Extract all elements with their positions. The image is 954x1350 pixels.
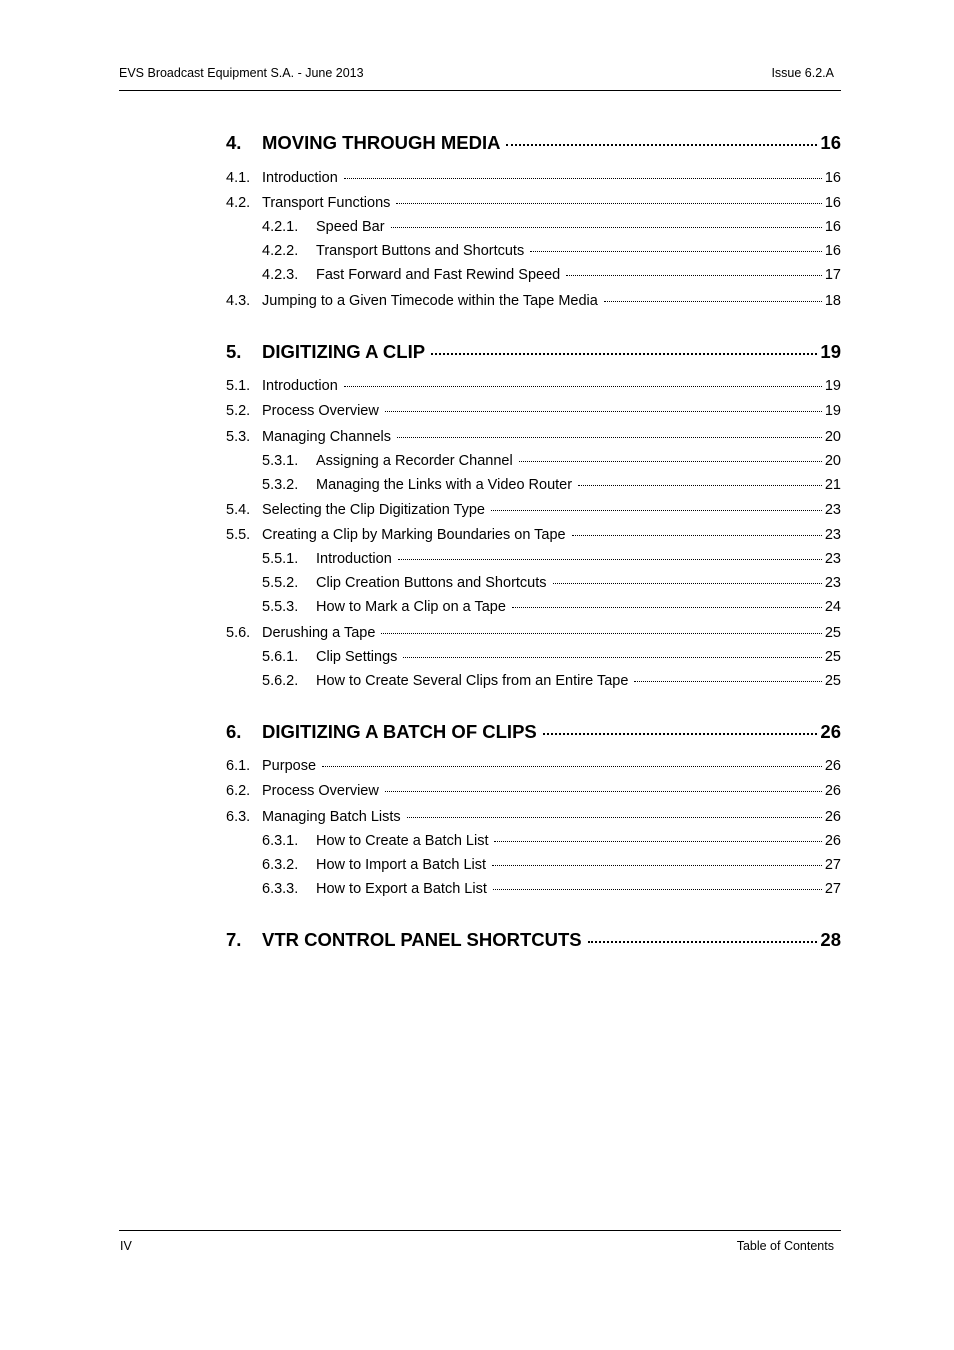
toc-section-entry[interactable] (226, 809, 841, 825)
toc-entry-title: Purpose (262, 758, 317, 774)
toc-section-entry[interactable] (226, 502, 841, 518)
toc-entry-page: 26 (820, 721, 841, 742)
toc-dot-leader (588, 941, 818, 943)
toc-entry-title: Speed Bar (316, 219, 385, 235)
toc-dot-leader (578, 485, 822, 486)
toc-entry-page: 16 (820, 132, 841, 153)
toc-entry-number: 4. (226, 132, 242, 153)
toc-entry-page: 26 (824, 783, 841, 799)
toc-dot-leader (385, 791, 822, 792)
toc-dot-leader (403, 657, 821, 658)
toc-entry-title: Managing Channels (262, 429, 391, 445)
toc-entry-title: MOVING THROUGH MEDIA (262, 132, 501, 153)
toc-section-entry[interactable] (226, 758, 841, 774)
toc-entry-title: Clip Settings (316, 649, 398, 665)
toc-dot-leader (391, 227, 822, 228)
toc-entry-title: How to Create Several Clips from an Entire Tape (316, 673, 629, 689)
toc-entry-page: 19 (820, 341, 841, 362)
toc-entry-title: DIGITIZING A CLIP (262, 341, 426, 362)
toc-section-entry[interactable] (226, 429, 841, 445)
toc-subsection-entry[interactable] (226, 477, 841, 493)
toc-entry-page: 25 (824, 649, 841, 665)
toc-subsection-entry[interactable] (226, 833, 841, 849)
toc-entry-title: Transport Functions (262, 195, 391, 211)
toc-entry-page: 26 (824, 758, 841, 774)
toc-subsection-entry[interactable] (226, 649, 841, 665)
toc-entry-page: 18 (824, 293, 841, 309)
toc-dot-leader (604, 301, 822, 302)
toc-entry-title: Introduction (262, 170, 338, 186)
toc-entry-title: Assigning a Recorder Channel (316, 453, 513, 469)
toc-entry-number: 5.6. (226, 625, 251, 641)
toc-entry-number: 5.3.2. (262, 477, 299, 493)
toc-dot-leader (398, 559, 822, 560)
toc-entry-page: 25 (824, 625, 841, 641)
header-publisher: EVS Broadcast Equipment S.A. - June 2013 (119, 66, 364, 80)
toc-section-entry[interactable] (226, 527, 841, 543)
footer-section-title: Table of Contents (736, 1239, 834, 1253)
toc-entry-title: How to Import a Batch List (316, 857, 487, 873)
toc-subsection-entry[interactable] (226, 575, 841, 591)
toc-section-entry[interactable] (226, 378, 841, 394)
toc-entry-title: Introduction (316, 551, 392, 567)
toc-entry-number: 4.2.3. (262, 267, 299, 283)
toc-dot-leader (396, 203, 821, 204)
toc-subsection-entry[interactable] (226, 551, 841, 567)
toc-subsection-entry[interactable] (226, 857, 841, 873)
toc-section-entry[interactable] (226, 293, 841, 309)
toc-entry-number: 4.2. (226, 195, 251, 211)
toc-subsection-entry[interactable] (226, 243, 841, 259)
toc-entry-number: 5. (226, 341, 242, 362)
toc-entry-page: 17 (824, 267, 841, 283)
toc-entry-page: 24 (824, 599, 841, 615)
toc-section-entry[interactable] (226, 195, 841, 211)
toc-entry-number: 7. (226, 929, 242, 950)
toc-entry-title: Process Overview (262, 783, 379, 799)
toc-dot-leader (407, 817, 822, 818)
toc-entry-title: Managing Batch Lists (262, 809, 401, 825)
toc-entry-number: 5.3. (226, 429, 251, 445)
toc-entry-title: How to Mark a Clip on a Tape (316, 599, 506, 615)
toc-entry-page: 20 (824, 429, 841, 445)
toc-entry-page: 16 (824, 219, 841, 235)
toc-chapter-entry[interactable] (226, 132, 841, 154)
toc-entry-number: 5.5.1. (262, 551, 299, 567)
toc-subsection-entry[interactable] (226, 219, 841, 235)
toc-entry-page: 23 (824, 575, 841, 591)
toc-dot-leader (519, 461, 822, 462)
toc-subsection-entry[interactable] (226, 673, 841, 689)
toc-dot-leader (397, 437, 822, 438)
toc-subsection-entry[interactable] (226, 599, 841, 615)
toc-dot-leader (530, 251, 822, 252)
toc-dot-leader (512, 607, 822, 608)
toc-entry-title: Transport Buttons and Shortcuts (316, 243, 525, 259)
toc-entry-page: 19 (824, 378, 841, 394)
header-issue: Issue 6.2.A (771, 66, 834, 80)
toc-entry-page: 21 (824, 477, 841, 493)
toc-entry-number: 5.6.1. (262, 649, 299, 665)
toc-entry-page: 20 (824, 453, 841, 469)
toc-entry-page: 23 (824, 527, 841, 543)
toc-entry-number: 6.3.3. (262, 881, 299, 897)
toc-entry-number: 6. (226, 721, 242, 742)
toc-dot-leader (322, 766, 822, 767)
toc-entry-number: 4.2.2. (262, 243, 299, 259)
toc-dot-leader (553, 583, 822, 584)
toc-subsection-entry[interactable] (226, 881, 841, 897)
toc-entry-number: 5.2. (226, 403, 251, 419)
toc-entry-title: Jumping to a Given Timecode within the Tape Media (262, 293, 598, 309)
toc-subsection-entry[interactable] (226, 267, 841, 283)
toc-entry-number: 4.3. (226, 293, 251, 309)
toc-dot-leader (385, 411, 822, 412)
toc-entry-title: Creating a Clip by Marking Boundaries on Tape (262, 527, 566, 543)
toc-entry-title: Fast Forward and Fast Rewind Speed (316, 267, 561, 283)
toc-entry-page: 26 (824, 809, 841, 825)
toc-entry-number: 5.5.3. (262, 599, 299, 615)
toc-dot-leader (431, 353, 817, 355)
toc-entry-number: 6.3. (226, 809, 251, 825)
toc-dot-leader (492, 865, 822, 866)
page-footer (119, 1230, 841, 1253)
toc-entry-title: DIGITIZING A BATCH OF CLIPS (262, 721, 537, 742)
toc-entry-title: Process Overview (262, 403, 379, 419)
toc-entry-title: VTR CONTROL PANEL SHORTCUTS (262, 929, 582, 950)
toc-entry-number: 4.2.1. (262, 219, 299, 235)
toc-entry-page: 16 (824, 243, 841, 259)
toc-entry-number: 4.1. (226, 170, 251, 186)
toc-dot-leader (506, 144, 817, 146)
toc-entry-page: 16 (824, 195, 841, 211)
toc-entry-page: 26 (824, 833, 841, 849)
toc-entry-title: How to Create a Batch List (316, 833, 489, 849)
toc-entry-number: 5.5.2. (262, 575, 299, 591)
toc-entry-page: 27 (824, 881, 841, 897)
toc-section-entry[interactable] (226, 403, 841, 419)
toc-entry-page: 23 (824, 551, 841, 567)
toc-dot-leader (344, 386, 822, 387)
toc-entry-title: Derushing a Tape (262, 625, 376, 641)
toc-entry-title: Selecting the Clip Digitization Type (262, 502, 485, 518)
toc-dot-leader (572, 535, 822, 536)
toc-dot-leader (494, 841, 821, 842)
toc-entry-number: 5.6.2. (262, 673, 299, 689)
toc-entry-number: 6.2. (226, 783, 251, 799)
toc-entry-title: Clip Creation Buttons and Shortcuts (316, 575, 547, 591)
toc-entry-page: 16 (824, 170, 841, 186)
toc-entry-title: Managing the Links with a Video Router (316, 477, 573, 493)
toc-entry-number: 6.1. (226, 758, 251, 774)
toc-dot-leader (491, 510, 822, 511)
toc-entry-page: 27 (824, 857, 841, 873)
toc-entry-number: 5.3.1. (262, 453, 299, 469)
toc-entry-number: 6.3.2. (262, 857, 299, 873)
toc-chapter-entry[interactable] (226, 929, 841, 951)
toc-entry-number: 5.1. (226, 378, 251, 394)
toc-entry-page: 25 (824, 673, 841, 689)
toc-section-entry[interactable] (226, 625, 841, 641)
toc-chapter-entry[interactable] (226, 341, 841, 363)
toc-dot-leader (566, 275, 822, 276)
toc-dot-leader (543, 733, 818, 735)
toc-section-entry[interactable] (226, 783, 841, 799)
toc-section-entry[interactable] (226, 170, 841, 186)
toc-entry-title: Introduction (262, 378, 338, 394)
toc-subsection-entry[interactable] (226, 453, 841, 469)
toc-entry-page: 23 (824, 502, 841, 518)
toc-dot-leader (634, 681, 821, 682)
toc-dot-leader (344, 178, 822, 179)
footer-page-number: IV (120, 1239, 132, 1253)
toc-entry-page: 28 (820, 929, 841, 950)
toc-entry-title: How to Export a Batch List (316, 881, 487, 897)
toc-entry-number: 5.5. (226, 527, 251, 543)
toc-chapter-entry[interactable] (226, 721, 841, 743)
toc-dot-leader (493, 889, 822, 890)
toc-entry-number: 5.4. (226, 502, 251, 518)
toc-entry-number: 6.3.1. (262, 833, 299, 849)
toc-dot-leader (381, 633, 821, 634)
toc-entry-page: 19 (824, 403, 841, 419)
